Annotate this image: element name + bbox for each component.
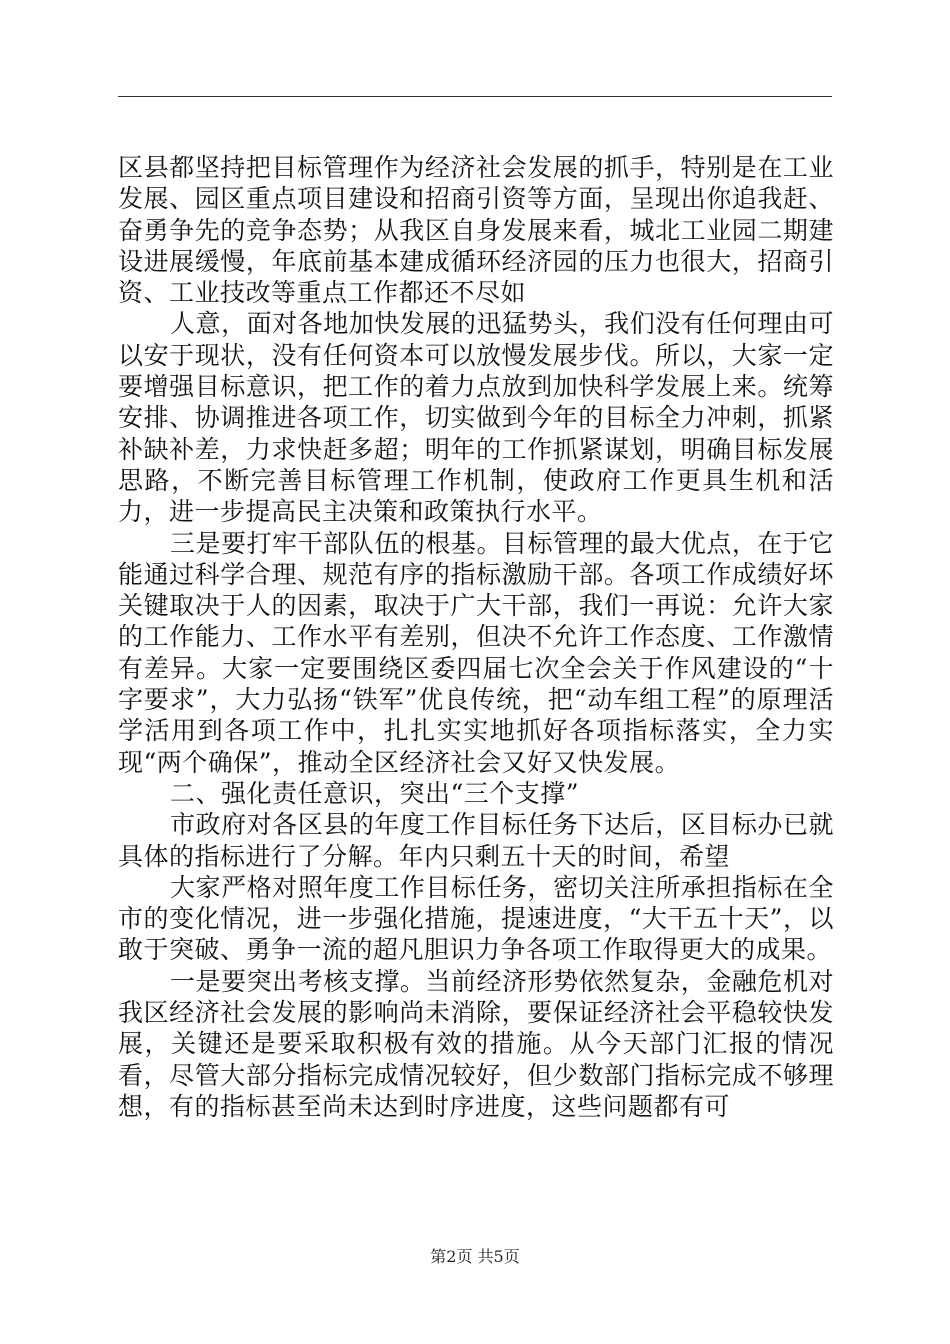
- paragraph-4: 市政府对各区县的年度工作目标任务下达后，区目标办已就具体的指标进行了分解。年内只剩五十天的时间，希望: [118, 810, 834, 871]
- section-heading: 二、强化责任意识，突出“三个支撑”: [170, 778, 580, 808]
- page-number-footer: 第2页 共5页: [430, 1247, 520, 1266]
- paragraph-3: 三是要打牢干部队伍的根基。目标管理的最大优点，在于它能通过科学合理、规范有序的指标激励干部。各项工作成绩好坏关键取决于人的因素，取决于广大干部，我们一再说：允许大家的工作能力、工作水平有差别，但决不允许工作态度、工作激情有差异。大家一定要围绕区委四届七次全会关于作风建设的“十字要求”，大力弘扬“铁军”优良传统，把“动车组工程”的原理活学活用到各项工作中，扎扎实实地抓好各项指标落实，全力实现“两个确保”，推动全区经济社会又好又快发展。: [118, 528, 834, 777]
- document-body: [118, 152, 834, 1122]
- paragraph-1: 区县都坚持把目标管理作为经济社会发展的抓手，特别是在工业发展、园区重点项目建设和招商引资等方面，呈现出你追我赶、奋勇争先的竞争态势；从我区自身发展来看，城北工业园二期建设进展缓慢，年底前基本建成循环经济园的压力也很大，招商引资、工业技改等重点工作都还不尽如: [118, 153, 834, 308]
- header-rule: [118, 96, 832, 97]
- paragraph-5: 大家严格对照年度工作目标任务，密切关注所承担指标在全市的变化情况，进一步强化措施，提速进度，“大干五十天”，以敢于突破、勇争一流的超凡胆识力争各项工作取得更大的成果。: [118, 872, 834, 965]
- paragraph-2: 人意，面对各地加快发展的迅猛势头，我们没有任何理由可以安于现状，没有任何资本可以放慢发展步伐。所以，大家一定要增强目标意识，把工作的着力点放到加快科学发展上来。统筹安排、协调推进各项工作，切实做到今年的目标全力冲刺，抓紧补缺补差，力求快赶多超；明年的工作抓紧谋划，明确目标发展思路，不断完善目标管理工作机制，使政府工作更具生机和活力，进一步提高民主决策和政策执行水平。: [118, 309, 834, 527]
- paragraph-6: 一是要突出考核支撑。当前经济形势依然复杂，金融危机对我区经济社会发展的影响尚未消除，要保证经济社会平稳较快发展，关键还是要采取积极有效的措施。从今天部门汇报的情况看，尽管大部分指标完成情况较好，但少数部门指标完成不够理想，有的指标甚至尚未达到时序进度，这些问题都有可: [118, 966, 834, 1121]
